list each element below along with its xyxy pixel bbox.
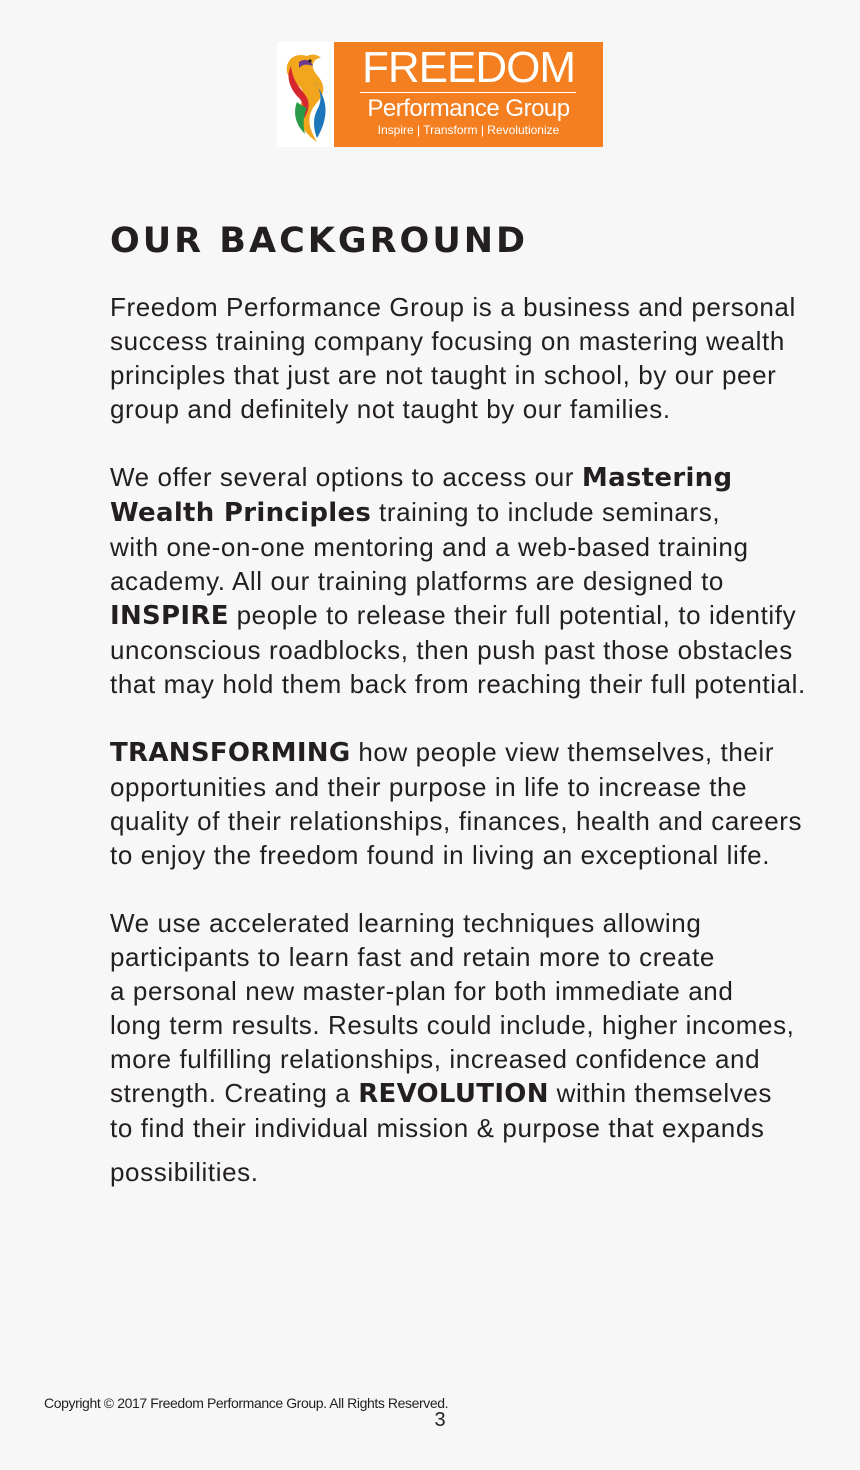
text-line: a personal new master-plan for both immediate and [110, 976, 734, 1006]
paragraph-transforming [110, 735, 830, 872]
bold-text-transforming: TRANSFORMING [110, 738, 351, 768]
text-run: training to include seminars, [371, 497, 721, 527]
company-logo [277, 42, 603, 147]
text-line: opportunities and their purpose in life to increase the [110, 772, 748, 802]
text-line: Freedom Performance Group is a business and personal [110, 292, 796, 322]
text-line [110, 1076, 830, 1111]
text-line: We use accelerated learning techniques allowing [110, 908, 702, 938]
text-run: We offer several options to access our [110, 462, 582, 492]
text-line: participants to learn fast and retain more to create [110, 942, 715, 972]
page-heading: OUR BACKGROUND [110, 221, 529, 261]
text-line: long term results. Results could include, higher incomes, [110, 1010, 795, 1040]
text-line: success training company focusing on mastering wealth [110, 326, 785, 356]
bold-text-wealth-principles: Wealth Principles [110, 498, 372, 528]
logo-divider [360, 92, 576, 93]
text-line: quality of their relationships, finances, health and careers [110, 806, 803, 836]
text-run: within themselves [548, 1078, 772, 1108]
text-line [110, 735, 830, 770]
text-line [110, 598, 830, 633]
logo-text-box [334, 42, 603, 147]
logo-subtitle: Performance Group [367, 95, 570, 122]
text-line: that may hold them back from reaching their full potential. [110, 669, 806, 699]
text-line: academy. All our training platforms are designed to [110, 566, 724, 596]
phoenix-emblem-icon [277, 42, 334, 147]
text-line: unconscious roadblocks, then push past those obstacles [110, 635, 793, 665]
text-line [110, 460, 830, 495]
logo-tagline: Inspire | Transform | Revolutionize [377, 123, 560, 137]
bold-text-revolution: REVOLUTION [358, 1079, 549, 1109]
text-line: to enjoy the freedom found in living an exceptional life. [110, 840, 771, 870]
text-run: how people view themselves, their [350, 737, 775, 767]
page-number: 3 [434, 1409, 446, 1431]
text-line: group and definitely not taught by our families. [110, 394, 671, 424]
text-line: possibilities. [110, 1157, 259, 1187]
bold-text-inspire: INSPIRE [110, 601, 229, 631]
text-line: to find their individual mission & purpose that expands [110, 1113, 765, 1143]
text-line: more fulfilling relationships, increased confidence and [110, 1044, 761, 1074]
text-line [110, 495, 830, 530]
body-text [110, 290, 830, 1223]
bold-text-mastering: Mastering [581, 463, 733, 493]
paragraph-inspire [110, 460, 830, 701]
paragraph-revolution [110, 906, 830, 1189]
copyright-notice: Copyright © 2017 Freedom Performance Group. All Rights Reserved. [44, 1395, 449, 1411]
text-run: people to release their full potential, to identify [228, 600, 797, 630]
text-run: strength. Creating a [110, 1078, 359, 1108]
text-line: with one-on-one mentoring and a web-based training [110, 532, 749, 562]
logo-title: FREEDOM [362, 43, 575, 92]
paragraph-intro [110, 290, 830, 426]
text-line: principles that just are not taught in school, by our peer [110, 360, 777, 390]
